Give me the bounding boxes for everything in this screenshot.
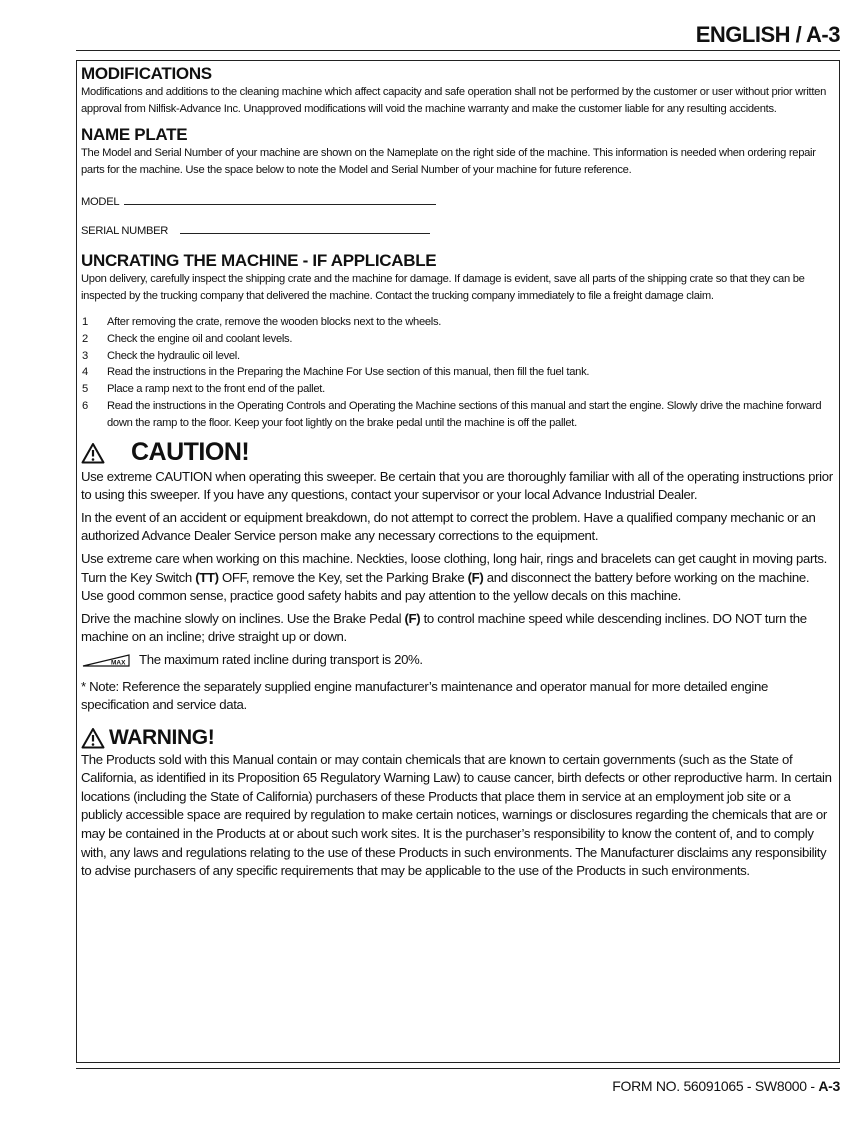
name-plate-text: The Model and Serial Number of your machine are shown on the Nameplate on the right side of the machine. This information is needed when ordering repair parts for the machine. Use the space below to note the Model and Serial Number of your machine for future reference. — [81, 147, 816, 176]
page-content — [81, 64, 833, 881]
footer-divider — [76, 1068, 840, 1069]
caution-paragraph: In the event of an accident or equipment breakdown, do not attempt to correct the problem. Have a qualified company mechanic or an authorized Advance Dealer Service person make any necessary corrections to the equipment. — [81, 509, 816, 544]
max-incline-row — [81, 651, 833, 670]
max-incline-text: The maximum rated incline during transport is 20%. — [139, 651, 423, 667]
incline-ramp-icon — [81, 652, 131, 668]
form-number: FORM NO. 56091065 - SW8000 - A-3 — [612, 1078, 840, 1094]
engine-note: * Note: Reference the separately supplied engine manufacturer’s maintenance and operator manual for more detailed engine specification and service data. — [81, 678, 768, 713]
page-header-title: ENGLISH / A-3 — [695, 22, 840, 47]
caution-heading — [81, 438, 833, 468]
modifications-section — [81, 64, 833, 117]
list-item: 6 Read the instructions in the Operating Controls and Operating the Machine sections of this manual and start the engine. Slowly drive the machine forward down the ramp to the floor. Keep your foot lightly on the brake pedal until the machine is off the pallet. — [82, 399, 822, 429]
model-line — [81, 196, 833, 208]
warning-triangle-icon — [81, 442, 105, 464]
name-plate-section — [81, 125, 833, 237]
list-item: 3 Check the hydraulic oil level. — [82, 349, 240, 362]
name-plate-heading: NAME PLATE — [81, 125, 188, 144]
page-header — [76, 18, 840, 50]
warning-triangle-icon — [81, 727, 105, 749]
warning-title: WARNING! — [109, 725, 215, 749]
list-item: 4 Read the instructions in the Preparing the Machine For Use section of this manual, then fill the fuel tank. — [82, 366, 590, 379]
serial-line — [81, 225, 833, 237]
warning-heading — [81, 725, 833, 751]
serial-label: SERIAL NUMBER — [81, 225, 169, 237]
uncrating-section — [81, 251, 833, 432]
header-divider — [76, 50, 840, 51]
uncrating-steps — [81, 314, 833, 432]
model-blank — [124, 204, 436, 205]
caution-paragraph: Drive the machine slowly on inclines. Use the Brake Pedal (F) to control machine speed while descending inclines. DO NOT turn the machine on an incline; drive straight up or down. — [81, 610, 807, 645]
list-item: 5 Place a ramp next to the front end of the pallet. — [82, 383, 325, 396]
uncrating-heading: UNCRATING THE MACHINE - IF APPLICABLE — [81, 251, 437, 270]
caution-title: CAUTION! — [131, 438, 250, 467]
modifications-heading: MODIFICATIONS — [81, 64, 212, 83]
caution-section — [81, 438, 833, 715]
uncrating-text: Upon delivery, carefully inspect the shipping crate and the machine for damage. If damage is evident, save all parts of the shipping crate so that they can be inspected by the trucking company that delivered the machine. Contact the trucking company immediately to file a freight damage claim. — [81, 273, 805, 302]
list-item: 2 Check the engine oil and coolant levels. — [82, 332, 293, 345]
serial-blank — [180, 233, 430, 234]
caution-paragraph: Use extreme CAUTION when operating this sweeper. Be certain that you are thoroughly familiar with all of the operating instructions prior to using this sweeper. If you have any questions, contact your supervisor or your local Advance Industrial Dealer. — [81, 468, 833, 503]
model-label: MODEL — [81, 196, 119, 208]
warning-section — [81, 725, 833, 881]
caution-paragraph: Use extreme care when working on this machine. Neckties, loose clothing, long hair, rings and bracelets can get caught in moving parts. Turn the Key Switch (TT) OFF, remove the Key, set the Parking Brake (F) and disconnect the battery before working on the machine. Use good common sense, practice good safety habits and pay attention to the yellow decals on this machine. — [81, 550, 827, 604]
page-footer — [76, 1068, 840, 1094]
warning-text: The Products sold with this Manual contain or may contain chemicals that are known to certain governments (such as the State of California, as identified in its Proposition 65 Regulatory Warning Law) to cause cancer, birth defects or other reproductive harm. In certain locations (including the State of California) purchasers of these Products that place them in service at an employment job site or a publicly accessible space are required by regulation to make certain notices, warnings or disclosures regarding the chemicals that are or may be contained in the Products at or about such work sites. It is the purchaser’s responsibility to know the content of, and to comply with, any laws and regulations relating to the use of these Products in such environments. The Manufacturer disclaims any responsibility to advise purchasers of any specific requirements that may be applicable to the use of the Products in such environments. — [81, 751, 832, 879]
svg-text:MAX: MAX — [111, 659, 126, 667]
modifications-text: Modifications and additions to the cleaning machine which affect capacity and safe operation shall not be performed by the customer or user without prior written approval from Nilfisk-Advance Inc. Unapproved modifications will void the machine warranty and make the customer liable for any resulting accidents. — [81, 86, 827, 115]
list-item: 1 After removing the crate, remove the wooden blocks next to the wheels. — [82, 316, 442, 328]
